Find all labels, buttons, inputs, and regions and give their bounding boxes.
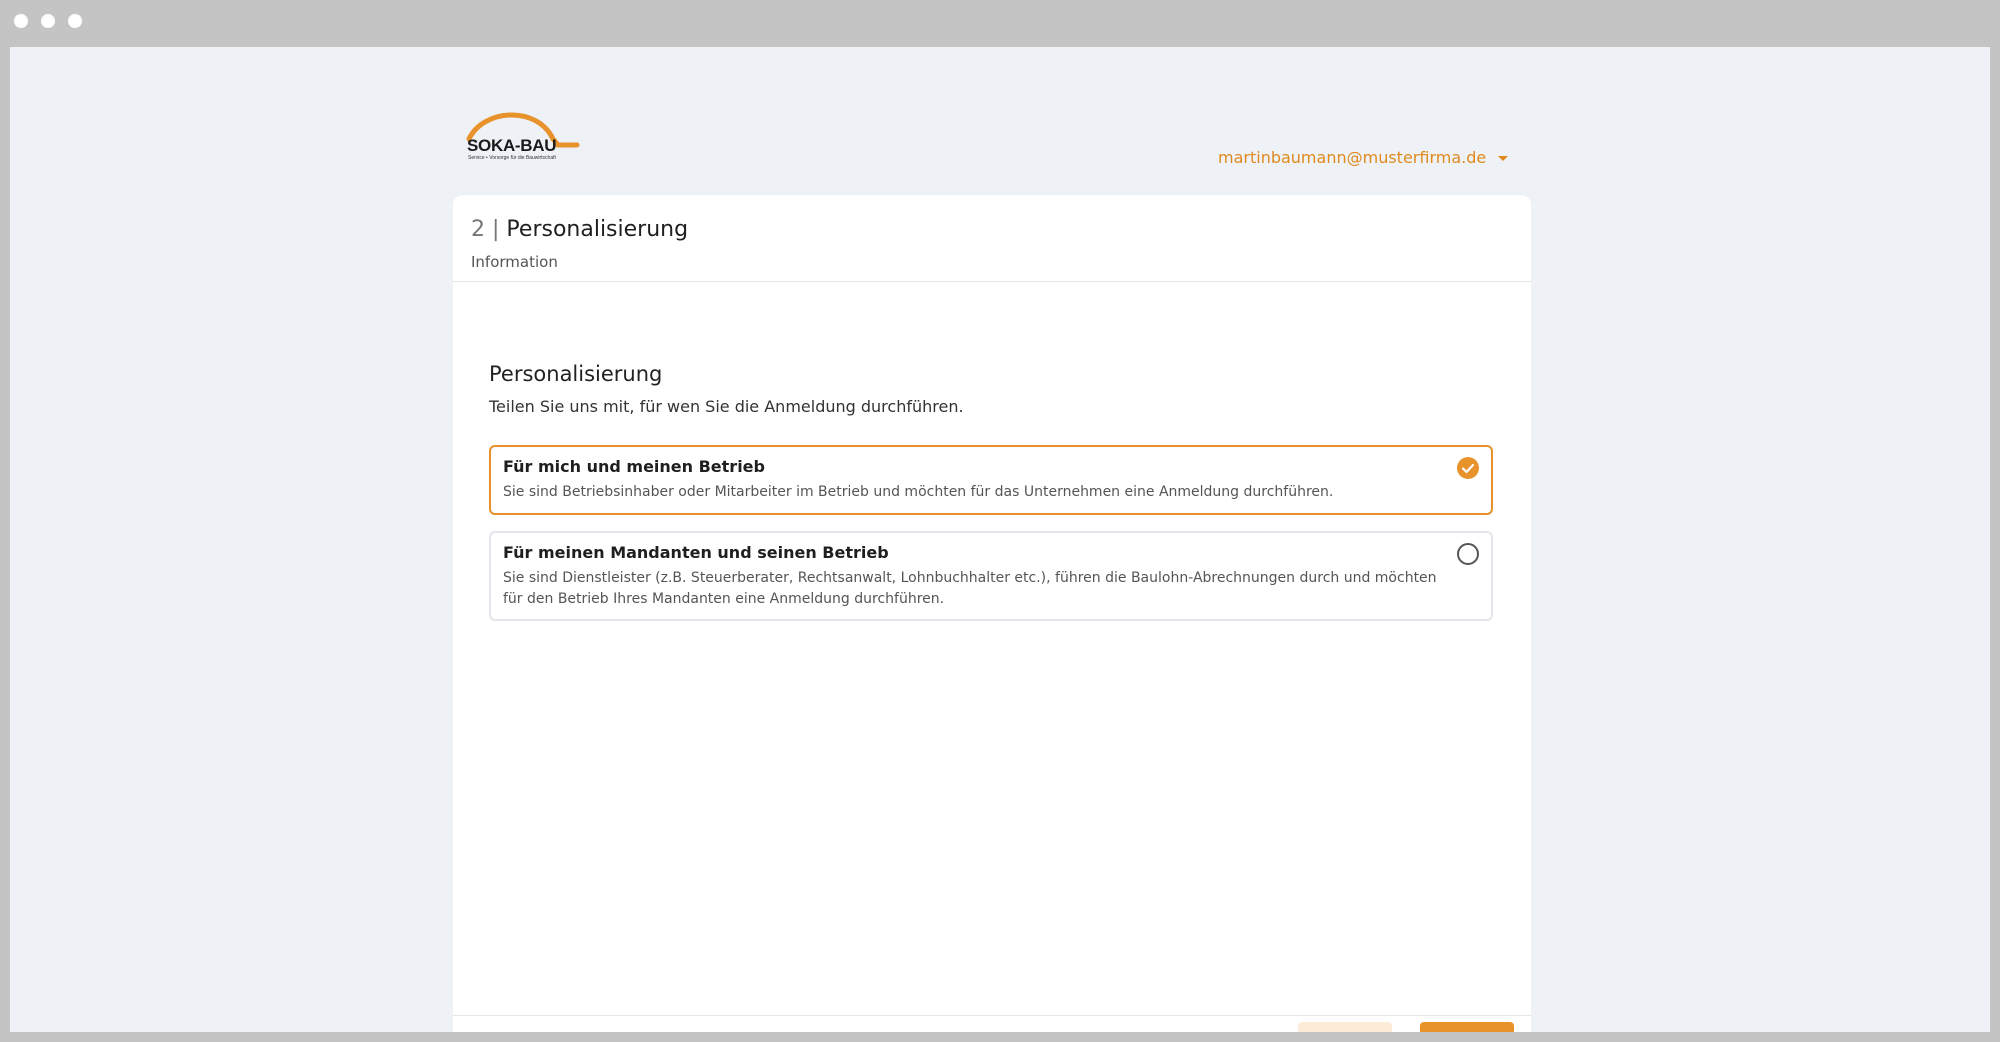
option-own-business[interactable] — [489, 445, 1493, 515]
section-description: Teilen Sie uns mit, für wen Sie die Anmeldung durchführen. — [489, 397, 964, 416]
user-email: martinbaumann@musterfirma.de — [1218, 147, 1487, 167]
option-title: Für meinen Mandanten und seinen Betrieb — [503, 543, 889, 562]
back-button[interactable] — [1298, 1022, 1392, 1032]
next-button[interactable] — [1420, 1022, 1514, 1032]
chevron-down-icon — [1498, 156, 1508, 161]
step-number: 2 — [471, 217, 485, 242]
step-name: Personalisierung — [506, 217, 689, 242]
radio-checked-icon[interactable] — [1457, 457, 1479, 479]
option-description: Sie sind Betriebsinhaber oder Mitarbeiter im Betrieb und möchten für das Unternehmen eine Anmeldung durchführen. — [503, 484, 1334, 500]
step-title — [471, 217, 688, 242]
step-separator: | — [492, 217, 500, 242]
window-minimize-dot[interactable] — [41, 14, 55, 28]
window-maximize-dot[interactable] — [68, 14, 82, 28]
footer-divider — [453, 1015, 1531, 1016]
page-viewport — [10, 47, 1990, 1032]
browser-chrome — [0, 0, 2000, 47]
logo-tagline: Service • Vorsorge für die Bauwirtschaft — [468, 155, 556, 161]
radio-unchecked-icon[interactable] — [1457, 543, 1479, 565]
option-description: Sie sind Dienstleister (z.B. Steuerberater, Rechtsanwalt, Lohnbuchhalter etc.), führen die Baulohn-Abrechnungen durch und möchten für den Betrieb Ihres Mandanten eine Anmeldung durchführen. — [503, 570, 1437, 607]
soka-bau-logo[interactable] — [465, 109, 585, 165]
step-subtitle: Information — [471, 253, 558, 271]
step-header — [453, 195, 1531, 282]
checkmark-icon — [1457, 457, 1479, 479]
logo-wordmark: SOKA-BAU — [467, 136, 557, 155]
option-title: Für mich und meinen Betrieb — [503, 457, 765, 476]
option-client-business[interactable] — [489, 531, 1493, 621]
user-account-menu[interactable] — [1218, 146, 1508, 168]
section-title: Personalisierung — [489, 362, 663, 386]
registration-card — [453, 195, 1531, 1032]
window-close-dot[interactable] — [14, 14, 28, 28]
